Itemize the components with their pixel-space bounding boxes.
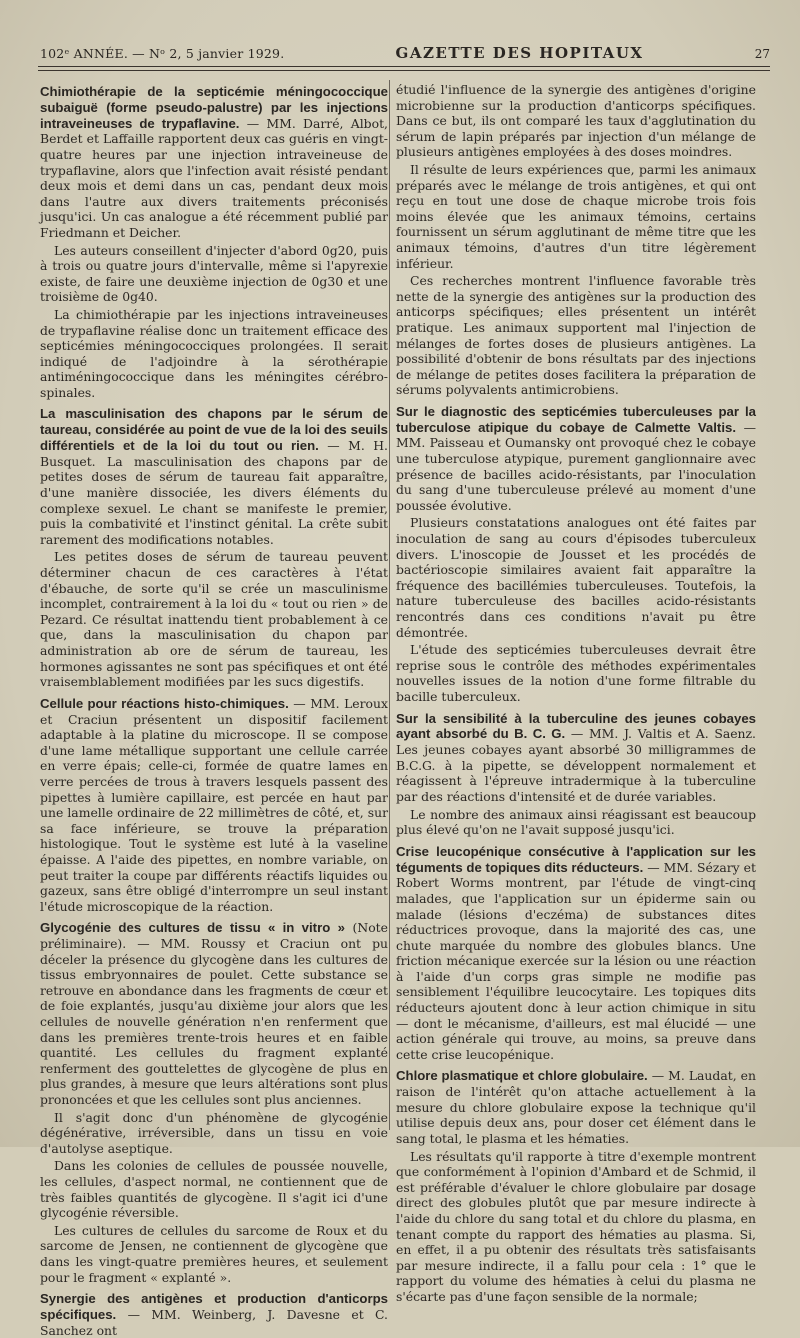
article-cellule <box>40 696 388 915</box>
right-column <box>396 82 756 1304</box>
article-septicemies-tuberculeuses <box>396 404 756 705</box>
header-rule-thick <box>38 66 770 67</box>
paragraph: Les petites doses de sérum de taureau peuvent déterminer chacun de ces caractères à l'état d'ébauche, de sorte qu'il se crée un masculinisme incomplet, contrairement à la loi du « tout ou rien » de Pezard. Ce résultat inattendu tient probablement à ce que, dans la masculinisation du chapon par administration ab ore de sérum de taureau, les hormones agissantes ne sont pas spécifiques et ont été vraisemblablement modifiées par les sucs digestifs. <box>40 549 388 690</box>
header-rule-thin <box>38 70 770 71</box>
article-lead-text: — MM. Paisseau et Oumansky ont provoqué chez le cobaye une tuberculose atypique, purement ganglionnaire avec présence de bacilles acido-résistants, par l'inoculation du sang d'une tuberculeuse prélevé au moment d'une poussée évolutive. <box>396 419 756 513</box>
article-title: Crise leucopénique consécutive à l'application sur les téguments de topiques dits réducteurs. <box>396 843 756 875</box>
article-title: Sur le diagnostic des septicémies tuberculeuses par la tuberculose atipique du cobaye de Calmette Valtis. <box>396 403 756 435</box>
article-bcg-tuberculine <box>396 711 756 838</box>
paragraph: Il s'agit donc d'un phénomène de glycogénie dégénérative, irréversible, dans un tissu en voie d'autolyse aseptique. <box>40 1109 388 1156</box>
article-masculinisation <box>40 406 388 689</box>
paragraph: L'étude des septicémies tuberculeuses devrait être reprise sous le contrôle des méthodes expérimentales nouvelles issues de la notion d'une forme filtrable du bacille tuberculeux. <box>396 642 756 704</box>
article-title: La masculinisation des chapons par le sérum de taureau, considérée au point de vue de la loi des seuils différentiels et de la loi du tout ou rien. <box>40 406 388 454</box>
article-lead-text: — M. H. Busquet. La masculinisation des chapons par de petites doses de sérum de taureau fait apparaître, d'une manière dissociée, les divers éléments du complexe sexuel. Le chant se manifeste le premier, puis la combativité et l'instinct génital. La crête subit rarement des modifications notables. <box>40 438 388 547</box>
article-lead-text: — M. Laudat, en raison de l'intérêt qu'on attache actuellement à la mesure du chlore globulaire expose la technique qu'il utilise depuis deux ans, pour doser cet élément dans le sang total, le plasma et les hématies. <box>396 1068 756 1147</box>
article-crise-leucopenique <box>396 844 756 1063</box>
paragraph: Les résultats qu'il rapporte à titre d'exemple montrent que conformément à l'opinion d'Ambard et de Schmid, il est préférable d'évaluer le chlore globulaire par dosage direct des globules plutôt que par mesure indirecte à l'aide du chlore du sang total et du chlore du plasma, en tenant compte du rapport des hématies au plasma. Si, en effet, il a pu obtenir des résultats très satisfaisants par mesure indirecte, il a fallu pour cela : 1° que le rapport du volume des hématies à celui du plasma ne s'écarte pas d'une façon sensible de la normale; <box>396 1148 756 1304</box>
article-lead-text: — MM. Darré, Albot, Berdet et Laffaille rapportent deux cas guéris en vingt-quatre heures par une injection intraveineuse de trypaflavine, alors que l'infection avait résisté pendant deux mois et demi dans un cas, pendant deux mois dans l'autre aux divers traitements préconisés jusqu'ici. Un cas analogue a été récemment publié par Friedmann et Deicher. <box>40 115 388 240</box>
article-title: Chimiothérapie de la septicémie méningococcique subaiguë (forme pseudo-palustre) par les injections intraveineuses de trypaflavine. <box>40 84 388 131</box>
issue-line: 102ᵉ ANNÉE. — Nᵒ 2, 5 janvier 1929. <box>40 46 285 61</box>
journal-title: GAZETTE DES HOPITAUX <box>395 44 644 62</box>
article-trypaflavine <box>40 84 388 400</box>
article-title: Glycogénie des cultures de tissu « in vitro » <box>40 920 345 936</box>
article-title: Cellule pour réactions histo-chimiques. <box>40 695 289 711</box>
article-lead-text: — MM. Leroux et Craciun présentent un dispositif facilement adaptable à la platine du microscope. Il se compose d'une lame métallique supportant une cellule carrée en verre épais; celle-ci, formée de quatre lames en verre percées de trous à travers lesquels passent des pipettes à lumière capillaire, est percée en haut par une lamelle ordinaire de 22 millimètres de côté, et, sur sa face inférieure, se trouve la préparation histologique. Tout le système est luté à la vaseline épaisse. A l'aide des pipettes, en nombre variable, on peut traiter la coupe par différents réactifs liquides ou gazeux, sans être obligé d'interrompre un seul instant l'étude microscopique de la réaction. <box>40 695 388 914</box>
article-lead-text: — MM. Weinberg, J. Davesne et C. Sanchez ont <box>40 1306 388 1338</box>
article-glycogenie <box>40 920 388 1285</box>
paragraph: Dans les colonies de cellules de poussée nouvelle, les cellules, d'aspect normal, ne contiennent que de très faibles quantités de glycogène. Il s'agit ici d'une glycogénie réversible. <box>40 1158 388 1221</box>
paragraph: La chimiothérapie par les injections intraveineuses de trypaflavine réalise donc un traitement efficace des septicémies méningococciques prolongées. Il serait indiqué de l'adjoindre à la sérothérapie antiméningococcique dans les méningites cérébro-spinales. <box>40 306 388 400</box>
article-lead-text: — MM. J. Valtis et A. Saenz. Les jeunes cobayes ayant absorbé 30 milligrammes de B.C.G. à la pipette, se développent normalement et réagissent à l'épreuve intradermique à la tuberculine par des réactions d'intensité et de durée variables. <box>396 726 756 804</box>
article-title: Synergie des antigènes et production d'anticorps spécifiques. <box>40 1291 388 1322</box>
paragraph: étudié l'influence de la synergie des antigènes d'origine microbienne sur la production d'anticorps spécifiques. Dans ce but, ils ont comparé les taux d'agglutination du sérum de lapin préparés par injection d'un mélange de plusieurs antigènes employées à des doses moindres. <box>396 82 756 160</box>
paragraph: Les auteurs conseillent d'injecter d'abord 0g20, puis à trois ou quatre jours d'intervalle, même si l'apyrexie existe, de faire une deuxième injection de 0g30 et une troisième de 0g40. <box>40 242 388 305</box>
article-lead-text: — MM. Sézary et Robert Worms montrent, par l'étude de vingt-cinq malades, que l'application sur un épiderme sain ou malade (lésions d'eczéma) de substances dites réductrices provoque, dans la majorité des cas, une chute marquée du nombre des globules blancs. Une friction mécanique exercée sur la lésion ou une réaction à l'aide d'un corps gras simple ne modifie pas sensiblement l'équilibre leucocytaire. Les topiques dits réducteurs ajoutent donc à leur action chimique in situ — dont le mécanisme, d'ailleurs, est mal élucidé — une action générale qui trouve, au moins, sa preuve dans cette crise leucopénique. <box>396 859 756 1062</box>
paragraph: Les cultures de cellules du sarcome de Roux et du sarcome de Jensen, ne contiennent de glycogène que dans les vingt-quatre premières heures, et seulement pour le fragment « explanté ». <box>40 1222 388 1285</box>
paragraph: Plusieurs constatations analogues ont été faites par inoculation de sang au cours d'épisodes tuberculeux divers. L'inoscopie de Jousset et les procédés de bactérioscopie similaires avaient fait apparaître la fréquence des bacillémies tuberculeuses. Toutefois, la nature tuberculeuse des bacilles acido-résistants rencontrés dans ces conditions n'avait pu être démontrée. <box>396 515 756 640</box>
page-number: 27 <box>754 47 770 61</box>
paragraph: Ces recherches montrent l'influence favorable très nette de la synergie des antigènes sur la production des anticorps spécifiques; elles présentent un intérêt pratique. Les animaux supportent mal l'injection de mélanges de fortes doses de plusieurs antigènes. La possibilité d'obtenir de bons résultats par des injections de mélange de petites doses facilitera la préparation de sérums polyvalents antimicrobiens. <box>396 273 756 398</box>
article-synergie <box>40 1291 388 1338</box>
article-synergie-continued <box>396 82 756 398</box>
paragraph: Le nombre des animaux ainsi réagissant est beaucoup plus élevé qu'on ne l'avait supposé jusqu'ici. <box>396 806 756 838</box>
column-divider <box>389 80 390 1130</box>
page-header <box>40 44 770 66</box>
article-title: Chlore plasmatique et chlore globulaire. <box>396 1068 648 1084</box>
paragraph: Il résulte de leurs expériences que, parmi les animaux préparés avec le mélange de trois antigènes, et qui ont reçu en tout une dose de chaque microbe trois fois moins élevée que les animaux témoins, certains fournissent un sérum agglutinant de même titre que les animaux témoins, d'autres d'un titre légèrement inférieur. <box>396 161 756 271</box>
article-title: Sur la sensibilité à la tuberculine des jeunes cobayes ayant absorbé du B. C. G. <box>396 710 756 742</box>
article-lead-text: (Note préliminaire). — MM. Roussy et Craciun ont pu déceler la présence du glycogène dans les cultures de tissus embryonnaires de poulet. Cette substance se retrouve en abondance dans les fragments de cœur et de foie explantés, jusqu'au dixième jour alors que les cellules de nouvelle génération n'en renferment que dans les premières trente-trois heures et en faible quantité. Les cellules du fragment explanté renferment des gouttelettes de glycogène de plus en plus grandes, à mesure que leurs altérations sont plus prononcées et que les cellules sont plus anciennes. <box>40 920 388 1108</box>
article-chlore <box>396 1068 756 1304</box>
left-column <box>40 82 388 1338</box>
